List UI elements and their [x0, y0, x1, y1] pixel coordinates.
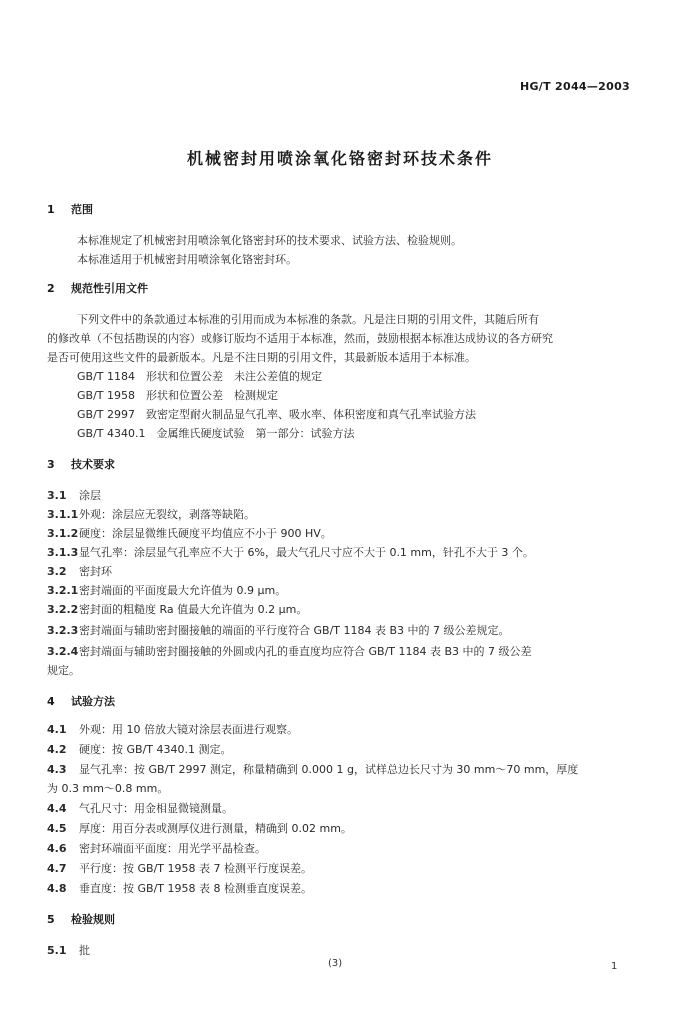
clause-text: 密封端面与辅助密封圈接触的端面的平行度符合 GB/T 1184 表 B3 中的 7 级公差规定。: [79, 624, 510, 637]
clause-text: 密封面的粗糙度 Ra 值最大允许值为 0.2 μm。: [79, 603, 308, 616]
clause-text: 平行度：按 GB/T 1958 表 7 检测平行度误差。: [79, 862, 312, 875]
clause-3-2-4: [47, 643, 532, 659]
clause-number: 4.5: [47, 822, 67, 835]
clause-text: 垂直度：按 GB/T 1958 表 8 检测垂直度误差。: [79, 882, 312, 895]
clause-3-1-2: [47, 525, 332, 541]
clause-text: 外观：用 10 倍放大镜对涂层表面进行观察。: [79, 723, 298, 736]
paragraph: 的修改单（不包括勘误的内容）或修订版均不适用于本标准，然而，鼓励根据本标准达成协议的各方研究: [47, 332, 553, 345]
document-title: 机械密封用喷涂氧化铬密封环技术条件: [186, 149, 493, 168]
paragraph: 本标准适用于机械密封用喷涂氧化铬密封环。: [77, 253, 297, 266]
paragraph: 是否可使用这些文件的最新版本。凡是不注日期的引用文件，其最新版本适用于本标准。: [47, 351, 476, 364]
clause-text: 气孔尺寸：用金相显微镜测量。: [79, 802, 233, 815]
clause-4-8: [47, 880, 312, 896]
clause-number: 4.6: [47, 842, 67, 855]
clause-number: 4.1: [47, 723, 67, 736]
reference-item: GB/T 1184 形状和位置公差 未注公差值的规定: [77, 370, 322, 383]
clause-continuation: 规定。: [47, 664, 80, 677]
clause-text: 密封环: [79, 565, 112, 578]
clause-3-1-1: [47, 506, 255, 522]
clause-3-1: [47, 487, 101, 503]
clause-number: 3.2.1: [47, 584, 79, 597]
clause-3-2-2: [47, 601, 307, 617]
section-4-heading: [47, 693, 115, 709]
clause-4-3: [47, 761, 578, 777]
clause-number: 3.1.3: [47, 546, 79, 559]
clause-text: 密封端面的平面度最大允许值为 0.9 μm。: [79, 584, 287, 597]
section-number: 1: [47, 203, 55, 216]
clause-number: 3.2: [47, 565, 67, 578]
section-3-heading: [47, 456, 115, 472]
clause-4-2: [47, 741, 231, 757]
clause-number: 3.1.1: [47, 508, 79, 521]
clause-3-1-3: [47, 544, 534, 560]
section-title: 范围: [71, 203, 93, 216]
section-5-heading: [47, 911, 115, 927]
clause-4-7: [47, 860, 312, 876]
reference-item: GB/T 4340.1 金属维氏硬度试验 第一部分：试验方法: [77, 427, 355, 440]
section-title: 技术要求: [71, 458, 115, 471]
section-1-heading: [47, 201, 93, 217]
section-2-heading: [47, 280, 148, 296]
clause-number: 4.8: [47, 882, 67, 895]
clause-text: 硬度：按 GB/T 4340.1 测定。: [79, 743, 232, 756]
reference-item: GB/T 2997 致密定型耐火制品显气孔率、吸水率、体积密度和真气孔率试验方法: [77, 408, 476, 421]
standard-number: HG/T 2044—2003: [519, 80, 630, 93]
section-number: 2: [47, 282, 55, 295]
clause-number: 3.1: [47, 489, 67, 502]
clause-number: 3.2.4: [47, 645, 79, 658]
clause-continuation: 为 0.3 mm～0.8 mm。: [47, 782, 169, 795]
clause-text: 厚度：用百分表或测厚仪进行测量，精确到 0.02 mm。: [79, 822, 352, 835]
clause-number: 3.2.3: [47, 624, 79, 637]
clause-4-5: [47, 820, 352, 836]
section-number: 4: [47, 695, 55, 708]
clause-number: 5.1: [47, 944, 67, 957]
page-label: (3): [328, 958, 343, 969]
clause-3-2-3: [47, 622, 510, 638]
clause-4-1: [47, 721, 298, 737]
page-number: 1: [611, 961, 618, 972]
clause-number: 4.3: [47, 763, 67, 776]
section-title: 规范性引用文件: [71, 282, 148, 295]
clause-text: 密封端面与辅助密封圈接触的外圆或内孔的垂直度均应符合 GB/T 1184 表 B3 中的 7 级公差: [79, 645, 532, 658]
clause-number: 3.2.2: [47, 603, 79, 616]
clause-number: 4.7: [47, 862, 67, 875]
section-number: 5: [47, 913, 55, 926]
clause-text: 涂层: [79, 489, 101, 502]
clause-number: 4.4: [47, 802, 67, 815]
section-number: 3: [47, 458, 55, 471]
clause-4-4: [47, 800, 233, 816]
clause-text: 密封环端面平面度：用光学平晶检查。: [79, 842, 266, 855]
section-title: 试验方法: [71, 695, 115, 708]
clause-4-6: [47, 840, 266, 856]
clause-text: 显气孔率：按 GB/T 2997 测定，称量精确到 0.000 1 g，试样总边长尺寸为 30 mm～70 mm，厚度: [79, 763, 579, 776]
reference-item: GB/T 1958 形状和位置公差 检测规定: [77, 389, 278, 402]
clause-number: 4.2: [47, 743, 67, 756]
clause-text: 批: [79, 944, 90, 957]
clause-3-2-1: [47, 582, 286, 598]
clause-text: 显气孔率：涂层显气孔率应不大于 6%，最大气孔尺寸应不大于 0.1 mm，针孔不大于 3 个。: [79, 546, 534, 559]
section-title: 检验规则: [71, 913, 115, 926]
clause-text: 硬度：涂层显微维氏硬度平均值应不小于 900 HV。: [79, 527, 332, 540]
clause-5-1: [47, 942, 90, 958]
clause-3-2: [47, 563, 112, 579]
clause-text: 外观：涂层应无裂纹，剥落等缺陷。: [79, 508, 255, 521]
paragraph: 本标准规定了机械密封用喷涂氧化铬密封环的技术要求、试验方法、检验规则。: [77, 234, 462, 247]
clause-number: 3.1.2: [47, 527, 79, 540]
paragraph: 下列文件中的条款通过本标准的引用而成为本标准的条款。凡是注日期的引用文件，其随后所有: [77, 313, 539, 326]
